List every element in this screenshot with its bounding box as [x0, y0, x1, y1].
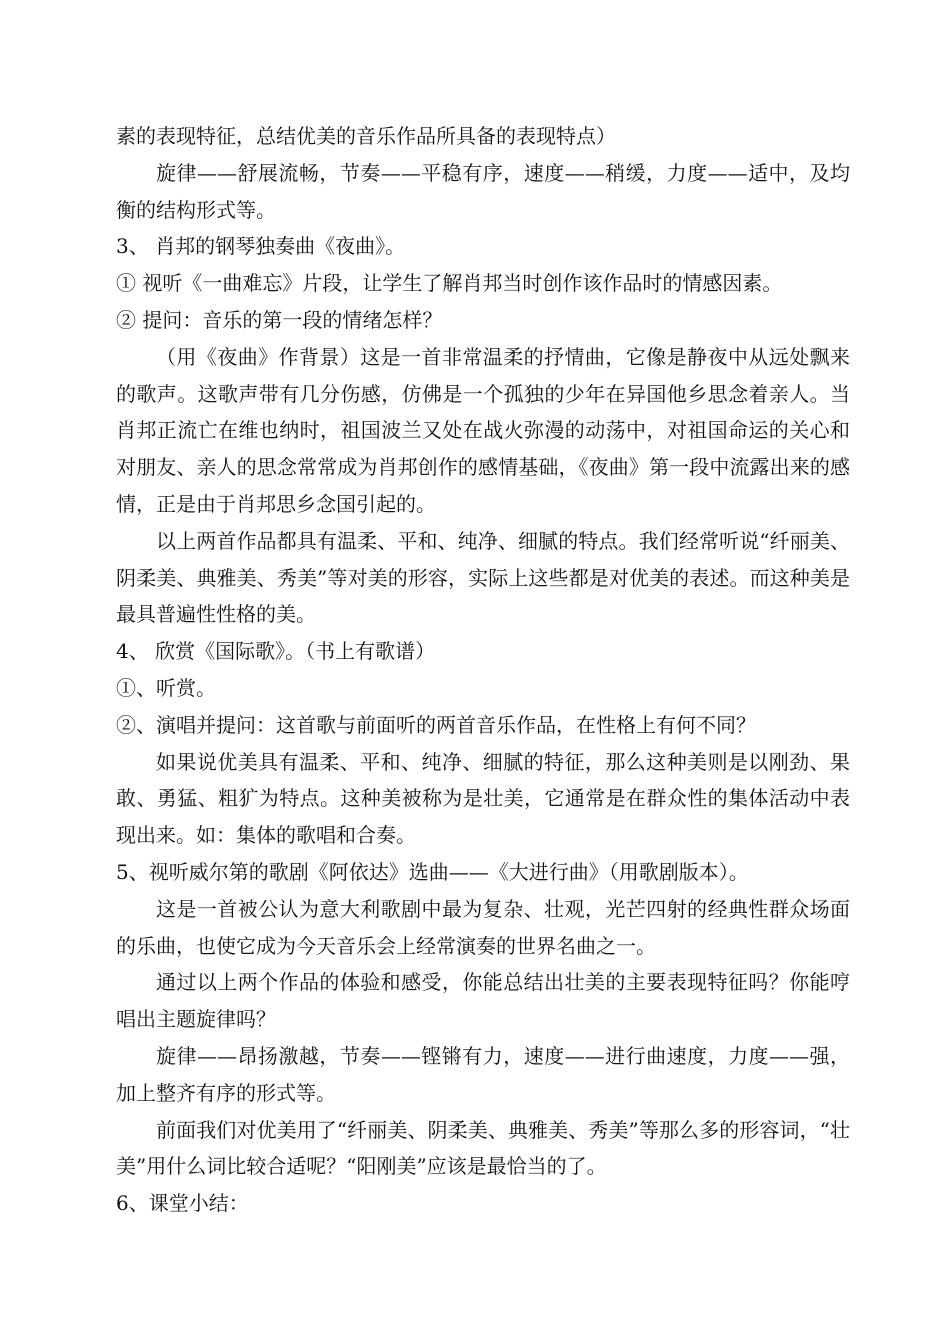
paragraph-2: 旋律——舒展流畅，节奏——平稳有序，速度——稍缓，力度——适中，及均衡的结构形式等。 — [116, 160, 850, 222]
paragraph-magnificent-beauty: 如果说优美具有温柔、平和、纯净、细腻的特征，那么这种美则是以刚劲、果敢、勇猛、粗犷为特点。这种美被称为是壮美，它通常是在群众性的集体活动中表现出来。如：集体的歌唱和合奏。 — [116, 749, 850, 848]
section-heading-3: 3、 肖邦的钢琴独奏曲《夜曲》。 — [116, 234, 406, 259]
section-heading-5: 5、视听威尔第的歌剧《阿依达》选曲——《大进行曲》（用歌剧版本）。 — [116, 859, 749, 884]
paragraph-grand-march: 这是一首被公认为意大利歌剧中最为复杂、壮观，光芒四射的经典性群众场面的乐曲，也使它成为今天音乐会上经常演奏的世界名曲之一。 — [116, 896, 850, 958]
section-heading-6: 6、课堂小结： — [116, 1191, 249, 1216]
paragraph-question: 通过以上两个作品的体验和感受，你能总结出壮美的主要表现特征吗？你能哼唱出主题旋律吗？ — [116, 970, 850, 1032]
paragraph-features: 旋律——昂扬激越，节奏——铿锵有力，速度——进行曲速度，力度——强，加上整齐有序的形式等。 — [116, 1043, 850, 1105]
list-item-4-1: ①、听赏。 — [116, 675, 216, 700]
list-item-4-2: ②、演唱并提问：这首歌与前面听的两首音乐作品，在性格上有何不同？ — [116, 712, 756, 737]
list-item-3-2: ② 提问：音乐的第一段的情绪怎样？ — [116, 307, 443, 332]
paragraph-1: 素的表现特征，总结优美的音乐作品所具备的表现特点） — [116, 124, 616, 148]
paragraph-nocturne: （用《夜曲》作背景）这是一首非常温柔的抒情曲，它像是静夜中从远处飘来的歌声。这歌声带有几分伤感，仿佛是一个孤独的少年在异国他乡思念着亲人。当肖邦正流亡在维也纳时，祖国波兰又处在战火弥漫的动荡中，对祖国命运的关心和对朋友、亲人的思念常常成为肖邦创作的感情基础，《夜曲》第一段中流露出来的感情，正是由于肖邦思乡念国引起的。 — [116, 344, 850, 516]
paragraph-graceful-beauty: 以上两首作品都具有温柔、平和、纯净、细腻的特点。我们经常听说“纤丽美、阴柔美、典雅美、秀美”等对美的形容，实际上这些都是对优美的表述。而这种美是最具普遍性性格的美。 — [116, 528, 850, 627]
section-heading-4: 4、 欣赏《国际歌》。（书上有歌谱） — [116, 639, 436, 664]
paragraph-yang-beauty: 前面我们对优美用了“纤丽美、阴柔美、典雅美、秀美”等那么多的形容词，“壮美”用什么词比较合适呢？“阳刚美”应该是最恰当的了。 — [116, 1117, 850, 1179]
list-item-3-1: ① 视听《一曲难忘》片段，让学生了解肖邦当时创作该作品时的情感因素。 — [116, 271, 783, 296]
